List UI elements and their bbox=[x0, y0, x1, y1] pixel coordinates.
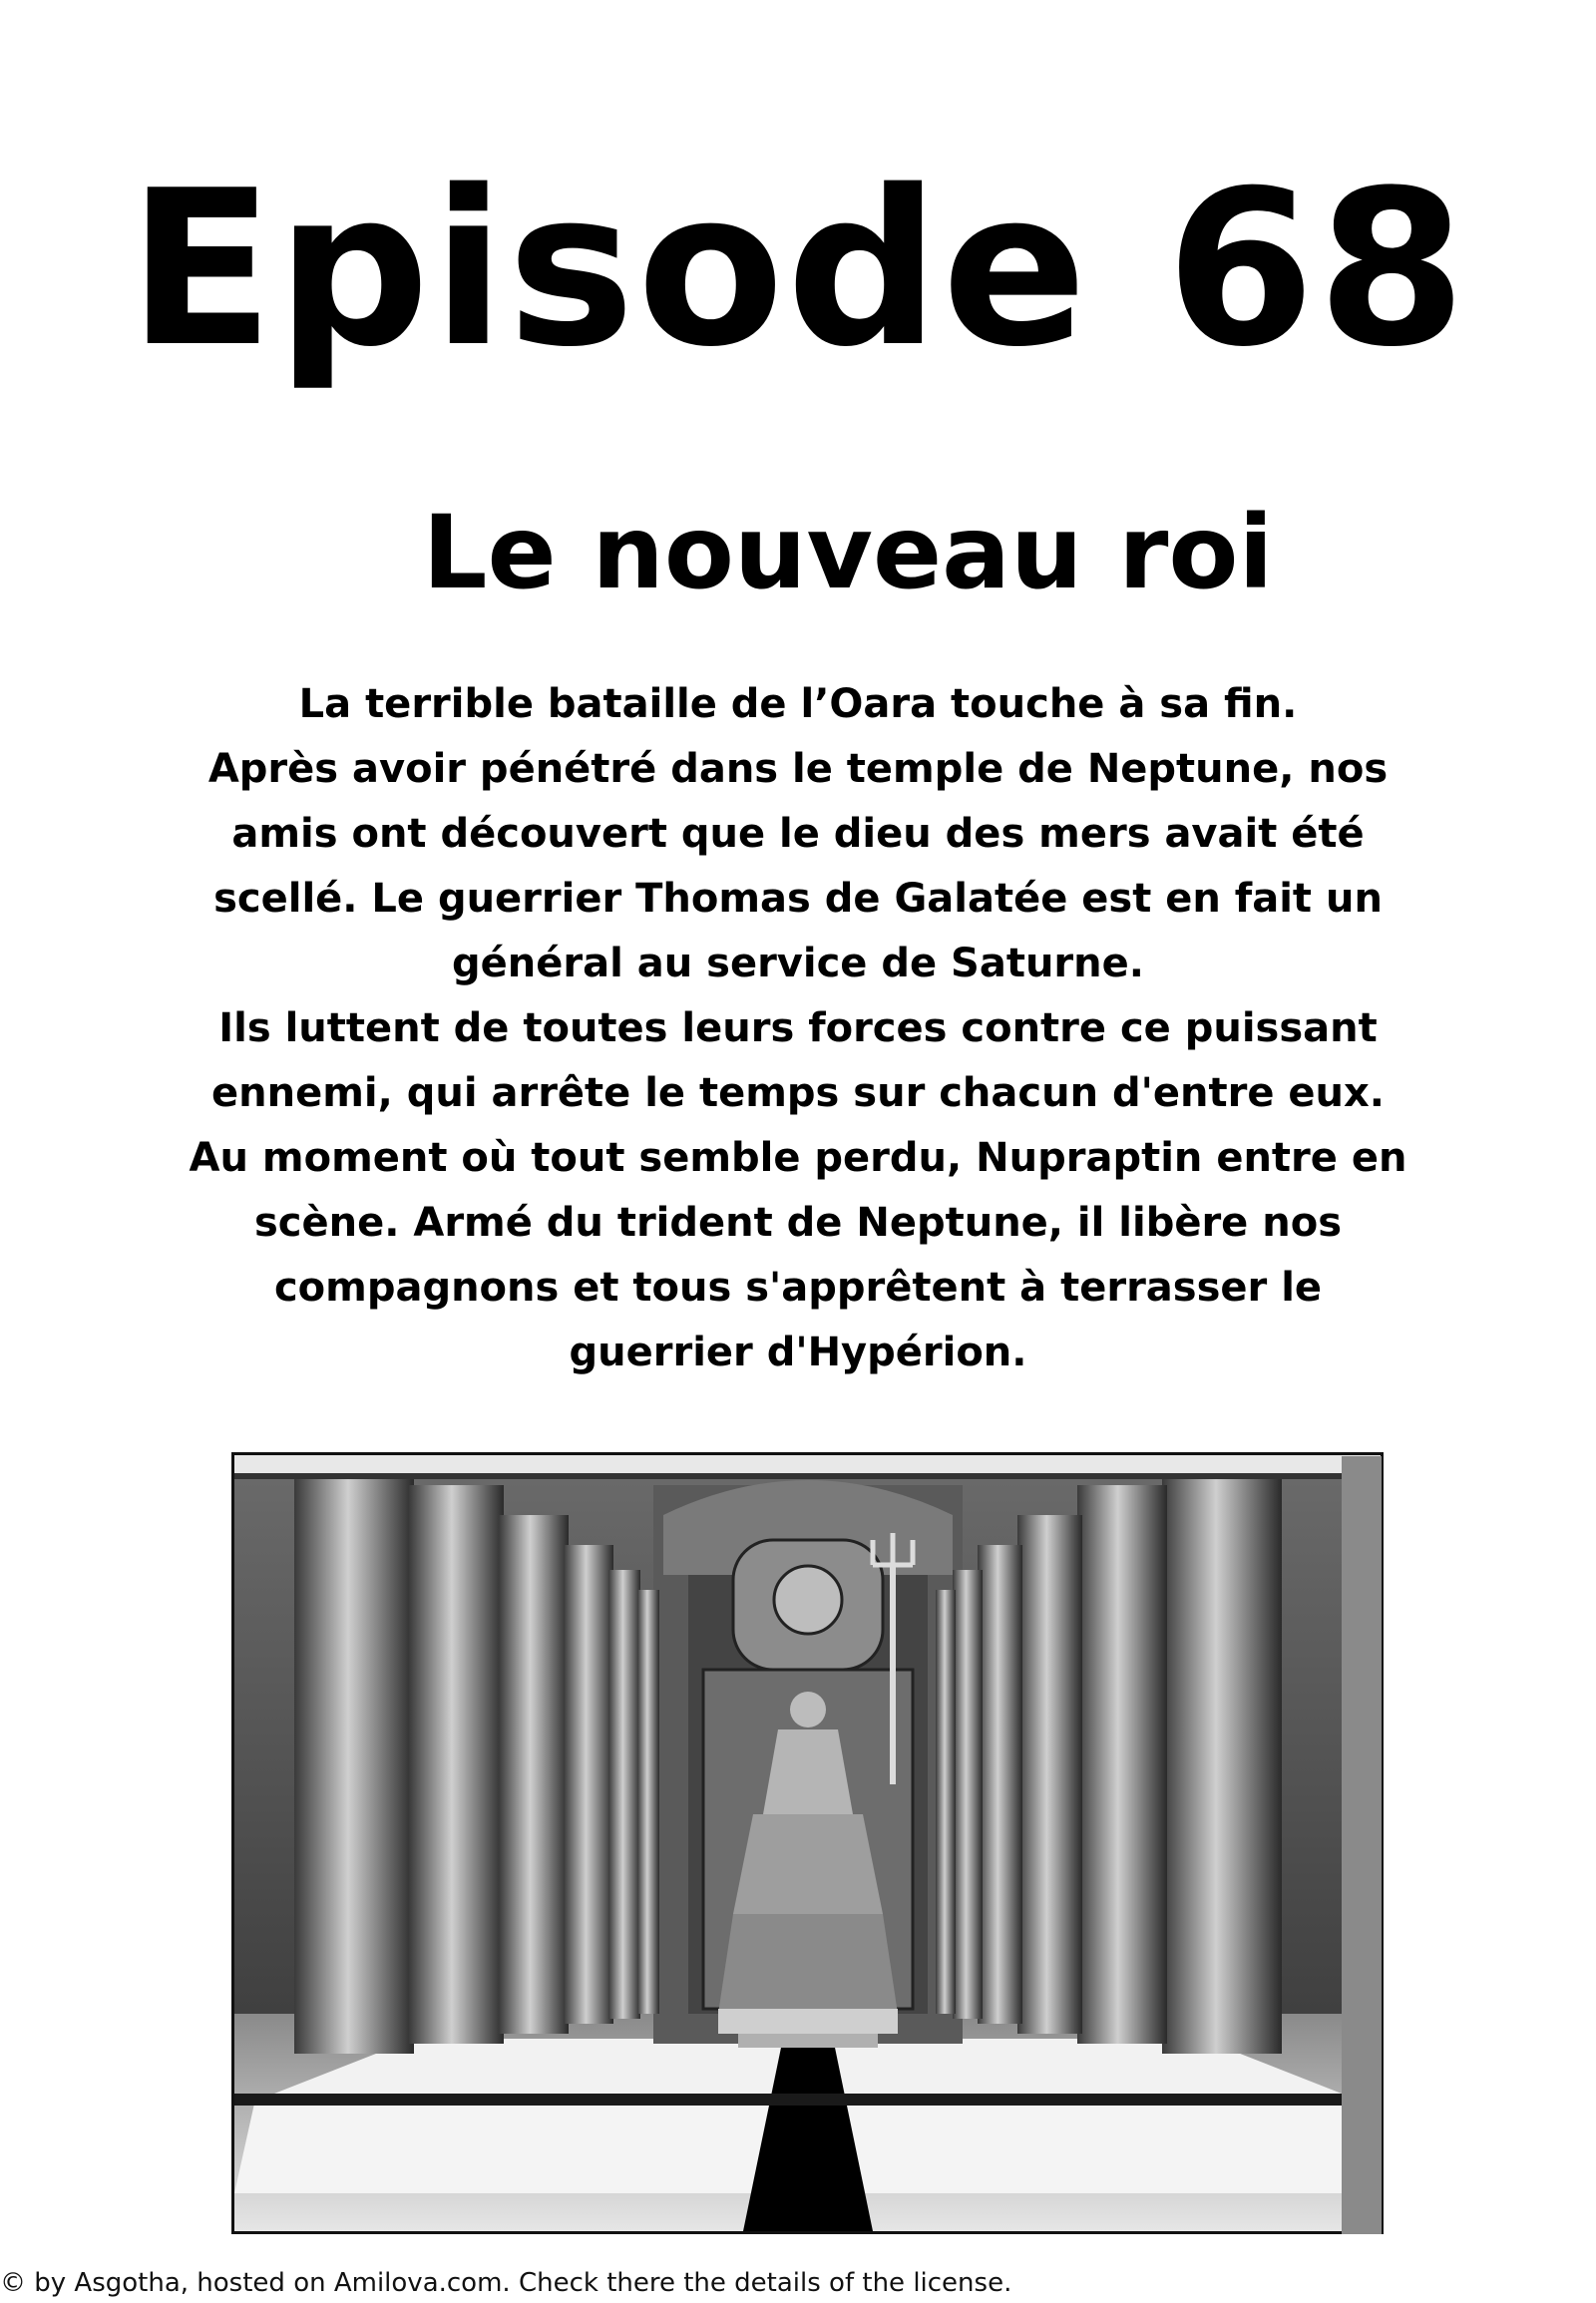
temple-throne-illustration bbox=[231, 1452, 1384, 2234]
summary-line: général au service de Saturne. bbox=[452, 941, 1144, 986]
summary-line: amis ont découvert que le dieu des mers avait été bbox=[231, 811, 1365, 857]
summary-line: La terrible bataille de l’Oara touche à sa fin. bbox=[298, 681, 1298, 727]
summary-line: scène. Armé du trident de Neptune, il libère nos bbox=[254, 1200, 1342, 1246]
episode-title: Episode 68 bbox=[128, 144, 1468, 394]
summary-line: Au moment où tout semble perdu, Nupraptin entre en bbox=[189, 1135, 1407, 1181]
right-margin-bar bbox=[1342, 1456, 1382, 2234]
summary-line: guerrier d'Hypérion. bbox=[569, 1330, 1027, 1375]
episode-summary bbox=[100, 672, 1496, 1385]
license-footer: © by Asgotha, hosted on Amilova.com. Check there the details of the license. bbox=[0, 2268, 1012, 2298]
summary-line: Après avoir pénétré dans le temple de Neptune, nos bbox=[207, 746, 1389, 792]
chapter-title: Le nouveau roi bbox=[422, 494, 1274, 612]
summary-line: Ils luttent de toutes leurs forces contre ce puissant bbox=[218, 1005, 1378, 1051]
summary-line: compagnons et tous s'apprêtent à terrasser le bbox=[273, 1265, 1323, 1311]
summary-line: scellé. Le guerrier Thomas de Galatée est en fait un bbox=[213, 876, 1383, 922]
summary-line: ennemi, qui arrête le temps sur chacun d'entre eux. bbox=[211, 1070, 1385, 1116]
